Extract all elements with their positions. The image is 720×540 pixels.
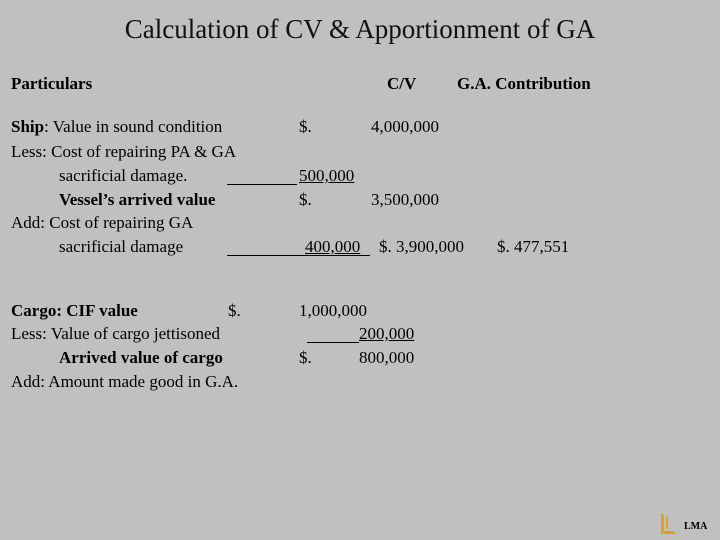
- cargo-arrived-currency: $.: [299, 348, 312, 367]
- cargo-made-good-label: Add: Amount made good in G.A.: [11, 372, 239, 391]
- ship-value-label: : Value in sound condition: [44, 117, 223, 136]
- ship-repair-underline: [227, 184, 297, 185]
- lma-logo-icon: [661, 514, 675, 534]
- header-cv: C/V: [387, 74, 417, 93]
- ship-ga-contribution: $. 477,551: [497, 237, 570, 256]
- cargo-jettisoned-underline: [307, 342, 359, 343]
- ship-value-row: [11, 118, 222, 135]
- ship-add-sacrificial-label: sacrificial damage: [59, 237, 184, 256]
- page-title: Calculation of CV & Apportionment of GA: [124, 14, 596, 44]
- cargo-jettisoned-amount: 200,000: [359, 324, 415, 343]
- cargo-cif-currency: $.: [228, 301, 241, 320]
- ship-sacrificial-label: sacrificial damage.: [59, 166, 188, 185]
- header-ga-contribution: G.A. Contribution: [457, 74, 591, 93]
- vessel-arrived-amount: 3,500,000: [371, 190, 439, 209]
- cargo-jettisoned-label: Less: Value of cargo jettisoned: [11, 324, 220, 343]
- ship-repair-label: Less: Cost of repairing PA & GA: [11, 142, 237, 161]
- ship-contributory-value: $. 3,900,000: [379, 237, 464, 256]
- cargo-arrived-amount: 800,000: [359, 348, 415, 367]
- cargo-cif-amount: 1,000,000: [299, 301, 367, 320]
- ship-add-amount: 400,000: [305, 237, 361, 256]
- cargo-cif-label: Cargo: CIF value: [11, 301, 138, 320]
- ship-repair-amount: 500,000: [299, 166, 355, 185]
- ship-value-currency: $.: [299, 117, 312, 136]
- vessel-arrived-label: Vessel’s arrived value: [59, 190, 216, 209]
- lma-logo-text: LMA: [684, 521, 708, 532]
- ship-label: Ship: [11, 117, 45, 136]
- vessel-arrived-currency: $.: [299, 190, 312, 209]
- cargo-arrived-label: Arrived value of cargo: [59, 348, 223, 367]
- ship-add-repair-label: Add: Cost of repairing GA: [11, 213, 194, 232]
- header-particulars: Particulars: [11, 74, 93, 93]
- ship-value-amount: 4,000,000: [371, 117, 439, 136]
